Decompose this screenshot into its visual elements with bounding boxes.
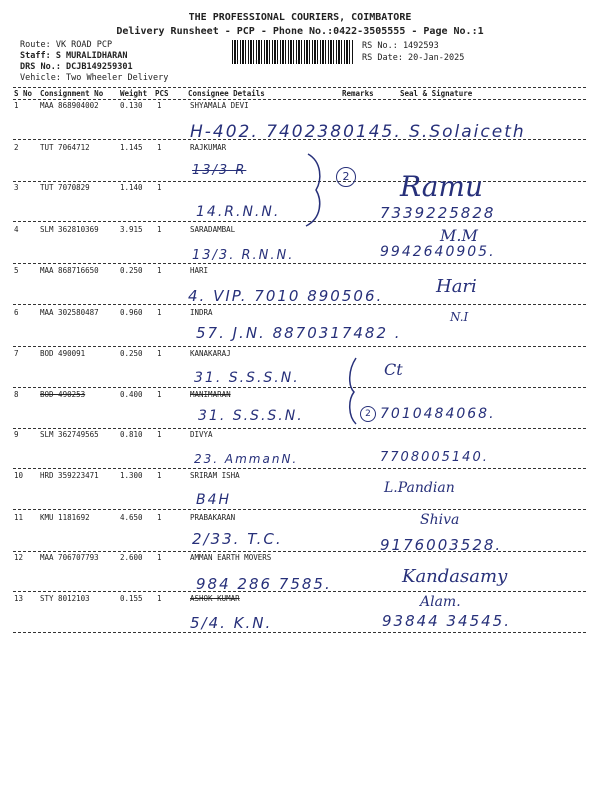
remark-circle-2: 2 (360, 406, 376, 422)
signature-row-13: Alam. (420, 594, 461, 610)
handwriting-row-11-phone: 9176003528. (380, 536, 503, 554)
row-cons: KMU 1181692 (40, 513, 90, 522)
runsheet-title: Delivery Runsheet - PCP - Phone No.:0422-3505555 - Page No.:1 (116, 26, 484, 37)
row-name: MANIMARAN (190, 390, 231, 399)
row-weight: 1.300 (120, 471, 143, 480)
row-divider (13, 263, 586, 264)
signature-row-11: Shiva (420, 512, 460, 528)
handwriting-row-4-phone: 9942640905. (380, 244, 496, 260)
row-cons: SLM 362749565 (40, 430, 99, 439)
col-consignment: Consignment No (40, 89, 104, 98)
row-name: SHYAMALA DEVI (190, 101, 249, 110)
handwriting-row-12-phone: 984 286 7585. (196, 575, 332, 593)
row-pcs: 1 (157, 266, 162, 275)
handwriting-row-1: H-402. 7402380145. S.Solaiceth (190, 122, 526, 142)
row-cons: TUT 7070829 (40, 183, 90, 192)
row-weight: 0.960 (120, 308, 143, 317)
row-weight: 0.400 (120, 390, 143, 399)
row-weight: 1.140 (120, 183, 143, 192)
signature-row-10: L.Pandian (384, 480, 455, 496)
row-sno: 8 (14, 390, 19, 399)
handwriting-row-10: B4H (196, 492, 232, 508)
row-pcs: 1 (157, 513, 162, 522)
row-name: RAJKUMAR (190, 143, 227, 152)
bracket-mark (300, 150, 330, 230)
row-sno: 5 (14, 266, 19, 275)
row-pcs: 1 (157, 390, 162, 399)
signature-row-3: Ramu (400, 170, 484, 203)
row-pcs: 1 (157, 183, 162, 192)
row-sno: 6 (14, 308, 19, 317)
row-name: INDRA (190, 308, 213, 317)
row-cons: MAA 302580487 (40, 308, 99, 317)
row-sno: 2 (14, 143, 19, 152)
col-pcs: PCS (155, 89, 169, 98)
row-cons: TUT 7064712 (40, 143, 90, 152)
col-weight: Weight (120, 89, 148, 98)
handwriting-row-8-address: 31. S.S.S.N. (198, 408, 304, 424)
handwriting-row-13-phone: 93844 34545. (382, 612, 511, 630)
row-name: KANAKARAJ (190, 349, 231, 358)
handwriting-row-2: 13/3 R (192, 163, 247, 178)
handwriting-row-6: 57. J.N. 8870317482 . (196, 324, 402, 342)
row-weight: 0.250 (120, 266, 143, 275)
row-pcs: 1 (157, 430, 162, 439)
row-weight: 0.155 (120, 594, 143, 603)
row-weight: 2.600 (120, 553, 143, 562)
row-cons: BOD 490091 (40, 349, 86, 358)
row-divider (13, 509, 586, 510)
row-divider (13, 346, 586, 347)
row-cons: BOD 490253 (40, 390, 86, 399)
row-sno: 11 (14, 513, 24, 522)
row-divider (13, 428, 586, 429)
rs-number: RS No.: 1492593 (362, 41, 439, 51)
col-signature: Seal & Signature (400, 89, 473, 98)
row-pcs: 1 (157, 594, 162, 603)
company-title: THE PROFESSIONAL COURIERS, COIMBATORE (188, 12, 412, 23)
row-cons: MAA 868904002 (40, 101, 99, 110)
row-pcs: 1 (157, 553, 162, 562)
row-pcs: 1 (157, 471, 162, 480)
handwriting-row-3-address: 14.R.N.N. (196, 204, 281, 220)
row-pcs: 1 (157, 308, 162, 317)
drs-label: DRS No.: DCJB149259301 (20, 62, 133, 72)
table-top-line (13, 87, 586, 88)
row-divider (13, 387, 586, 388)
row-pcs: 1 (157, 225, 162, 234)
handwriting-row-5: 4. VIP. 7010 890506. (188, 287, 384, 305)
row-name: SARADAMBAL (190, 225, 236, 234)
row-pcs: 1 (157, 101, 162, 110)
row-name: AMMAN EARTH MOVERS (190, 553, 272, 562)
row-sno: 7 (14, 349, 19, 358)
row-name: HARI (190, 266, 209, 275)
handwriting-row-13-address: 5/4. K.N. (190, 614, 273, 632)
row-name: DIVYA (190, 430, 213, 439)
row-sno: 3 (14, 183, 19, 192)
bracket-mark-2 (344, 356, 364, 426)
row-weight: 0.130 (120, 101, 143, 110)
col-remarks: Remarks (342, 89, 374, 98)
row-weight: 0.250 (120, 349, 143, 358)
row-weight: 0.810 (120, 430, 143, 439)
row-weight: 1.145 (120, 143, 143, 152)
table-header-line (13, 99, 586, 100)
handwriting-row-11-address: 2/33. T.C. (192, 530, 283, 548)
handwriting-row-4-address: 13/3. R.N.N. (192, 248, 295, 263)
row-sno: 9 (14, 430, 19, 439)
row-cons: SLM 362810369 (40, 225, 99, 234)
row-divider (13, 632, 586, 633)
handwriting-row-7: 31. S.S.S.N. (194, 370, 300, 386)
staff-label: Staff: S MURALIDHARAN (20, 51, 128, 61)
row-name: SRIRAM ISHA (190, 471, 240, 480)
signature-row-5: Hari (436, 276, 477, 297)
row-weight: 4.650 (120, 513, 143, 522)
col-sno: S No (14, 89, 33, 98)
row-name: PRABAKARAN (190, 513, 236, 522)
row-name: ASHOK KUMAR (190, 594, 240, 603)
signature-row-7: Ct (384, 360, 403, 379)
row-weight: 3.915 (120, 225, 143, 234)
row-pcs: 1 (157, 349, 162, 358)
handwriting-row-9-address: 23. AmmanN. (194, 452, 299, 466)
handwriting-row-9-phone: 7708005140. (380, 450, 489, 465)
row-divider (13, 468, 586, 469)
signature-row-6: N.I (450, 310, 469, 324)
handwriting-row-12-name: Kandasamy (402, 566, 508, 587)
col-consignee: Consignee Details (188, 89, 265, 98)
rs-date: RS Date: 20-Jan-2025 (362, 53, 465, 63)
row-cons: MAA 706707793 (40, 553, 99, 562)
handwriting-row-3-phone: 7339225828 (380, 204, 496, 222)
route-label: Route: VK ROAD PCP (20, 40, 113, 50)
row-pcs: 1 (157, 143, 162, 152)
row-cons: STY 8012103 (40, 594, 90, 603)
signature-row-4: M.M (440, 226, 478, 245)
barcode (232, 40, 354, 64)
vehicle-label: Vehicle: Two Wheeler Delivery (20, 73, 169, 83)
row-sno: 1 (14, 101, 19, 110)
handwriting-row-8-phone: 7010484068. (380, 406, 496, 422)
row-cons: MAA 868716650 (40, 266, 99, 275)
row-sno: 10 (14, 471, 24, 480)
row-sno: 4 (14, 225, 19, 234)
row-sno: 12 (14, 553, 24, 562)
row-sno: 13 (14, 594, 24, 603)
remark-circle: 2 (336, 167, 356, 187)
row-cons: HRD 359223471 (40, 471, 99, 480)
